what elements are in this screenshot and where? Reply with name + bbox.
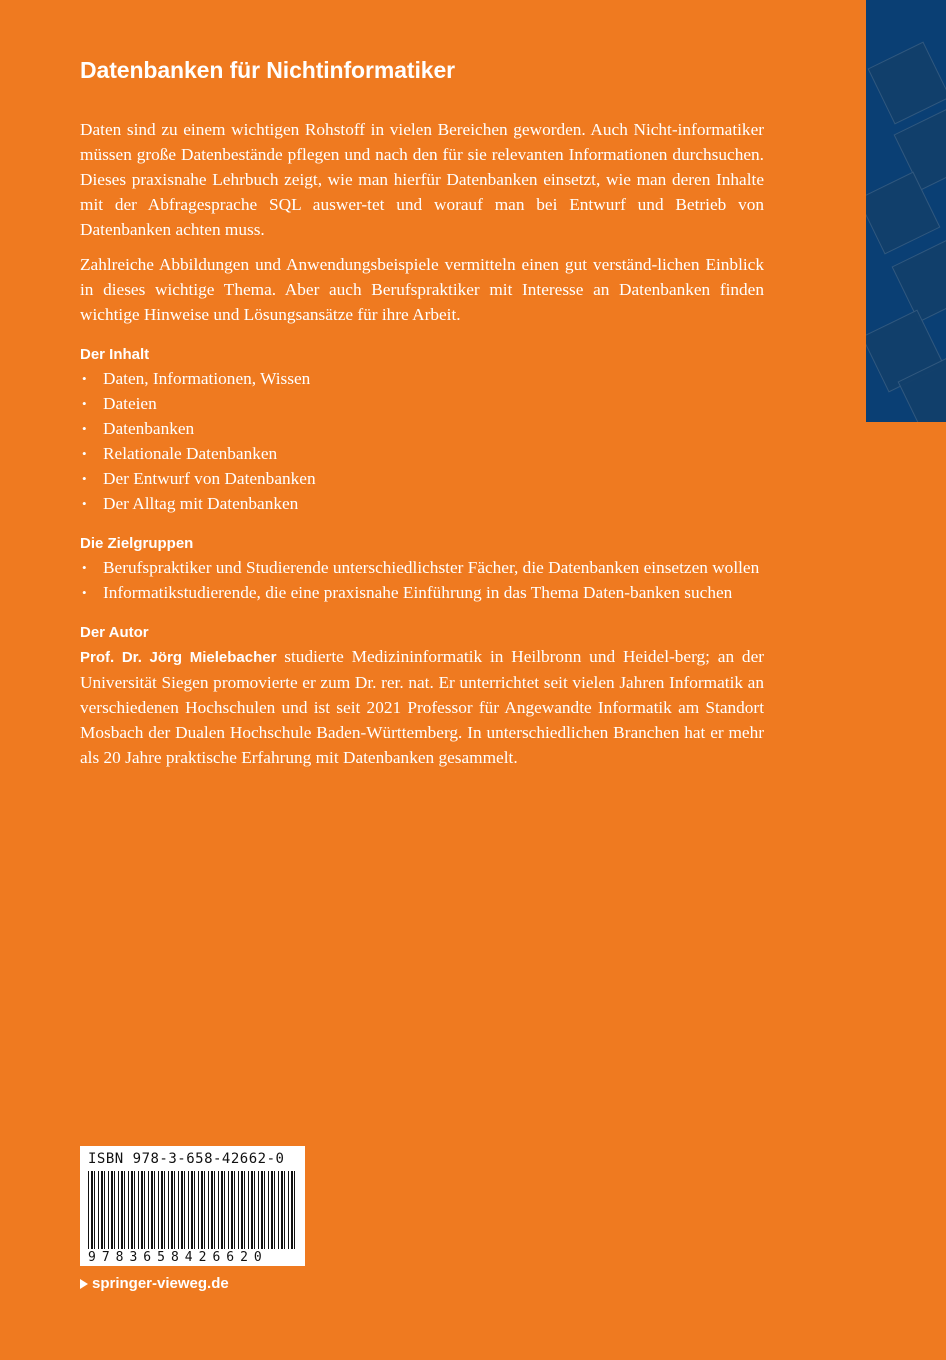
bullet-icon: • [82, 446, 87, 462]
list-item-label: Relationale Datenbanken [103, 444, 278, 464]
decorative-tile [868, 42, 946, 125]
publisher-website[interactable] [80, 1274, 229, 1294]
target-groups-list [80, 555, 764, 605]
list-item [80, 491, 764, 516]
list-item-label: Der Alltag mit Datenbanken [103, 494, 299, 514]
list-item [80, 441, 764, 466]
bullet-icon: • [82, 471, 87, 487]
section-heading-target-groups: Die Zielgruppen [80, 535, 194, 553]
bullet-icon: • [82, 396, 87, 412]
barcode-bars [88, 1171, 297, 1249]
content-list [80, 366, 764, 516]
author-bio-text: studierte Medizininformatik in Heilbronn und Heidel-berg; an der Universität Siegen promovierte er zum Dr. rer. nat. Er unterrichtet seit vielen Jahren Informatik an verschiedenen Hochschulen und ist seit 2021 Professor für Angewandte Informatik am Standort Mosbach der Dualen Hochschule Baden-Württemberg. In unterschiedlichen Branchen hat er mehr als 20 Jahre praktische Erfahrung mit Datenbanken gesammelt. [80, 647, 764, 768]
page-title: Datenbanken für Nichtinformatiker [80, 57, 455, 83]
list-item [80, 580, 764, 605]
isbn-barcode [80, 1146, 305, 1266]
list-item [80, 416, 764, 441]
bullet-icon: • [82, 371, 87, 387]
list-item-label: Daten, Informationen, Wissen [103, 369, 311, 389]
bullet-icon: • [82, 585, 87, 601]
main-content [80, 58, 764, 780]
list-item [80, 366, 764, 391]
website-label: springer-vieweg.de [92, 1275, 229, 1292]
list-item [80, 555, 764, 580]
intro-paragraph: Daten sind zu einem wichtigen Rohstoff in vielen Bereichen geworden. Auch Nicht-informatiker müssen große Datenbestände pflegen und nach den für sie relevanten Informationen durchsuchen. Dieses praxisnahe Lehrbuch zeigt, wie man hierfür Datenbanken einsetzt, wie man deren Inhalte mit der Abfragesprache SQL auswer-tet und worauf man bei Entwurf und Betrieb von Datenbanken achten muss. [80, 120, 764, 240]
isbn-label: ISBN 978-3-658-42662-0 [88, 1151, 285, 1167]
intro-paragraph: Zahlreiche Abbildungen und Anwendungsbeispiele vermitteln einen gut verständ-lichen Einblick in dieses wichtige Thema. Aber auch Berufspraktiker mit Interesse an Datenbanken finden wichtige Hinweise und Lösungsansätze für ihre Arbeit. [80, 255, 764, 325]
list-item-label: Informatikstudierende, die eine praxisnahe Einführung in das Thema Daten-banken suchen [103, 583, 733, 603]
bullet-icon: • [82, 421, 87, 437]
list-item-label: Dateien [103, 394, 157, 414]
section-heading-author: Der Autor [80, 624, 149, 642]
decorative-tile [892, 240, 946, 323]
list-item-label: Der Entwurf von Datenbanken [103, 469, 316, 489]
decorative-accent-block [866, 0, 946, 422]
bullet-icon: • [82, 496, 87, 512]
author-name: Prof. Dr. Jörg Mielebacher [80, 649, 277, 667]
list-item-label: Berufspraktiker und Studierende unterschiedlichster Fächer, die Datenbanken einsetzen wollen [103, 558, 760, 578]
list-item [80, 466, 764, 491]
list-item [80, 391, 764, 416]
author-bio [80, 644, 764, 770]
bullet-icon: • [82, 560, 87, 576]
barcode-digits: 9783658426620 [88, 1250, 268, 1265]
list-item-label: Datenbanken [103, 419, 195, 439]
triangle-right-icon [80, 1279, 88, 1289]
section-heading-content: Der Inhalt [80, 346, 150, 364]
